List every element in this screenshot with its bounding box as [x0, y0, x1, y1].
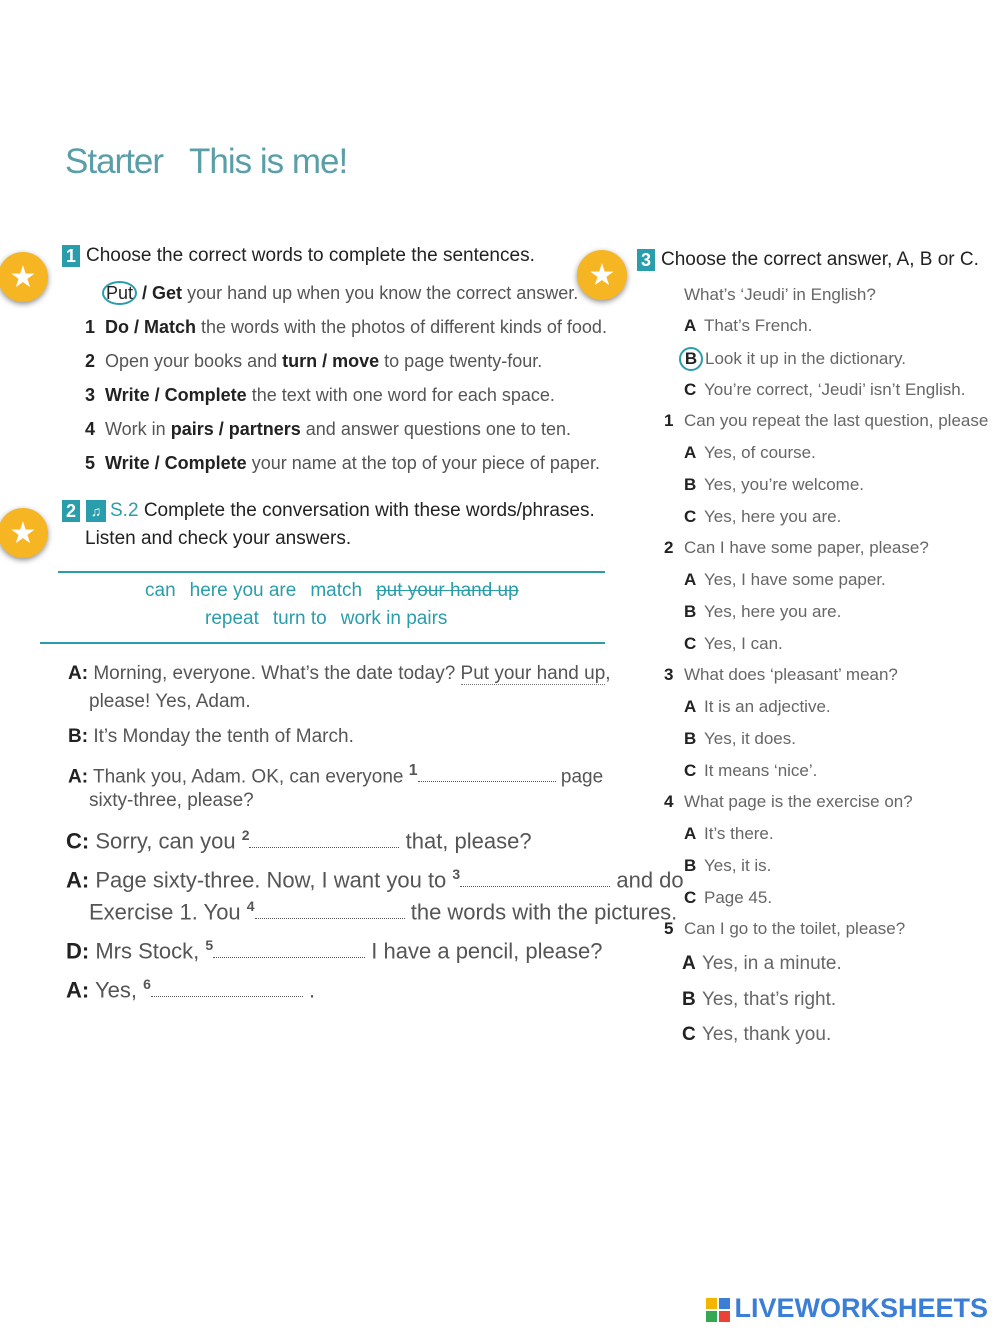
ex3-q4-option-c[interactable]: C Page 45. [684, 888, 773, 907]
conv-line-1b: please! Yes, Adam. [89, 691, 251, 712]
star-icon[interactable]: ★ [577, 250, 627, 300]
speaker-icon[interactable]: ♫ [86, 500, 106, 522]
title-part1: Starter [65, 142, 164, 181]
ex3-question-3: 3 What does ‘pleasant’ mean? [664, 665, 898, 684]
ex3-example-question: What’s ‘Jeudi’ in English? [684, 285, 876, 304]
word-option: can [145, 580, 176, 601]
ex2-heading-2: Listen and check your answers. [85, 528, 352, 549]
liveworksheets-logo: LIVEWORKSHEETS [706, 1293, 988, 1324]
page-title [65, 142, 347, 182]
ex3-heading: 3 Choose the correct answer, A, B or C. [637, 249, 979, 271]
conv-line-3b: sixty-three, please? [89, 790, 254, 811]
ex1-item-2[interactable]: 2 Open your books and turn / move to page twenty-four. [85, 351, 543, 371]
ex1-heading: 1 Choose the correct words to complete the sentences. [62, 245, 535, 267]
word-box-row-2 [205, 608, 461, 630]
conv-line-6: D: Mrs Stock, $^5$ I have a pencil, please? [66, 937, 603, 964]
answer-blank-2[interactable] [249, 843, 399, 848]
example-answer: Put your hand up [460, 663, 606, 684]
word-box-row-1 [145, 580, 533, 602]
ex3-question-2: 2 Can I have some paper, please? [664, 538, 929, 557]
conv-line-4: C: Sorry, can you $^2$ that, please? [66, 827, 532, 854]
circled-answer: Put [102, 281, 137, 305]
ex3-q3-option-a[interactable]: A It is an adjective. [684, 697, 831, 716]
word-option: here you are [189, 580, 297, 601]
ex3-q3-option-c[interactable]: C It means ‘nice’. [684, 761, 818, 780]
ex3-question-1: 1 Can you repeat the last question, please [664, 411, 989, 430]
ex3-q1-option-c[interactable]: C Yes, here you are. [684, 507, 842, 526]
ex1-item-5[interactable]: 5 Write / Complete your name at the top of your piece of paper. [85, 453, 600, 473]
answer-blank-1[interactable] [418, 777, 556, 782]
ex1-example: Put / Get your hand up when you know the correct answer. [102, 283, 578, 304]
conv-line-5b: Exercise 1. You $^4$ the words with the pictures. [89, 898, 678, 925]
ex3-question-4: 4 What page is the exercise on? [664, 792, 913, 811]
conv-line-3: A: Thank you, Adam. OK, can everyone $^1$ page [68, 762, 604, 788]
ex3-q4-option-b[interactable]: B Yes, it is. [684, 856, 772, 875]
ex1-item-3[interactable]: 3 Write / Complete the text with one word for each space. [85, 385, 555, 405]
ex2-number: 2 [62, 500, 80, 522]
ex3-q1-option-b[interactable]: B Yes, you’re welcome. [684, 475, 865, 494]
star-icon[interactable]: ★ [0, 508, 48, 558]
ex3-q1-option-a[interactable]: A Yes, of course. [684, 443, 816, 462]
track-number: S.2 [110, 500, 139, 522]
ex3-question-5: 5 Can I go to the toilet, please? [664, 919, 906, 938]
ex3-example-option-b: B Look it up in the dictionary. [679, 347, 906, 371]
word-box-top-rule [58, 571, 605, 573]
ex3-q5-option-b[interactable]: B Yes, that’s right. [682, 989, 837, 1010]
answer-blank-3[interactable] [460, 882, 610, 887]
answer-blank-4[interactable] [255, 914, 405, 919]
ex1-number: 1 [62, 245, 80, 267]
conv-line-7: A: Yes, $^6$ . [66, 976, 316, 1003]
ex2-heading: 2 ♫ S.2 Complete the conversation with these words/phrases. [62, 500, 595, 522]
answer-blank-6[interactable] [151, 992, 303, 997]
word-box-bottom-rule [40, 642, 605, 644]
conv-line-1: A: Morning, everyone. What’s the date today? Put your hand up, [68, 663, 611, 684]
word-option: turn to [272, 608, 327, 629]
ex3-q3-option-b[interactable]: B Yes, it does. [684, 729, 796, 748]
ex3-q2-option-b[interactable]: B Yes, here you are. [684, 602, 842, 621]
ex3-q2-option-c[interactable]: C Yes, I can. [684, 634, 783, 653]
star-icon[interactable]: ★ [0, 252, 48, 302]
word-option: work in pairs [340, 608, 448, 629]
circled-answer: B [679, 347, 703, 371]
word-option: match [310, 580, 363, 601]
word-option: repeat [205, 608, 259, 629]
logo-grid-icon [706, 1298, 730, 1322]
conv-line-5: A: Page sixty-three. Now, I want you to $^3$ and do [66, 866, 684, 893]
ex3-q2-option-a[interactable]: A Yes, I have some paper. [684, 570, 886, 589]
title-part2: This is me! [189, 142, 348, 181]
ex3-example-option-a: A That’s French. [684, 316, 813, 335]
ex3-number: 3 [637, 249, 655, 271]
ex3-q5-option-c[interactable]: C Yes, thank you. [682, 1024, 832, 1045]
ex1-item-1[interactable]: 1 Do / Match the words with the photos of different kinds of food. [85, 317, 607, 337]
ex3-example-option-c: C You’re correct, ‘Jeudi’ isn’t English. [684, 380, 966, 399]
answer-blank-5[interactable] [213, 953, 365, 958]
word-option-used: put your hand up [376, 580, 519, 601]
conv-line-2: B: It’s Monday the tenth of March. [68, 726, 354, 747]
ex3-q5-option-a[interactable]: A Yes, in a minute. [682, 953, 842, 974]
ex1-item-4[interactable]: 4 Work in pairs / partners and answer questions one to ten. [85, 419, 571, 439]
ex3-q4-option-a[interactable]: A It’s there. [684, 824, 774, 843]
